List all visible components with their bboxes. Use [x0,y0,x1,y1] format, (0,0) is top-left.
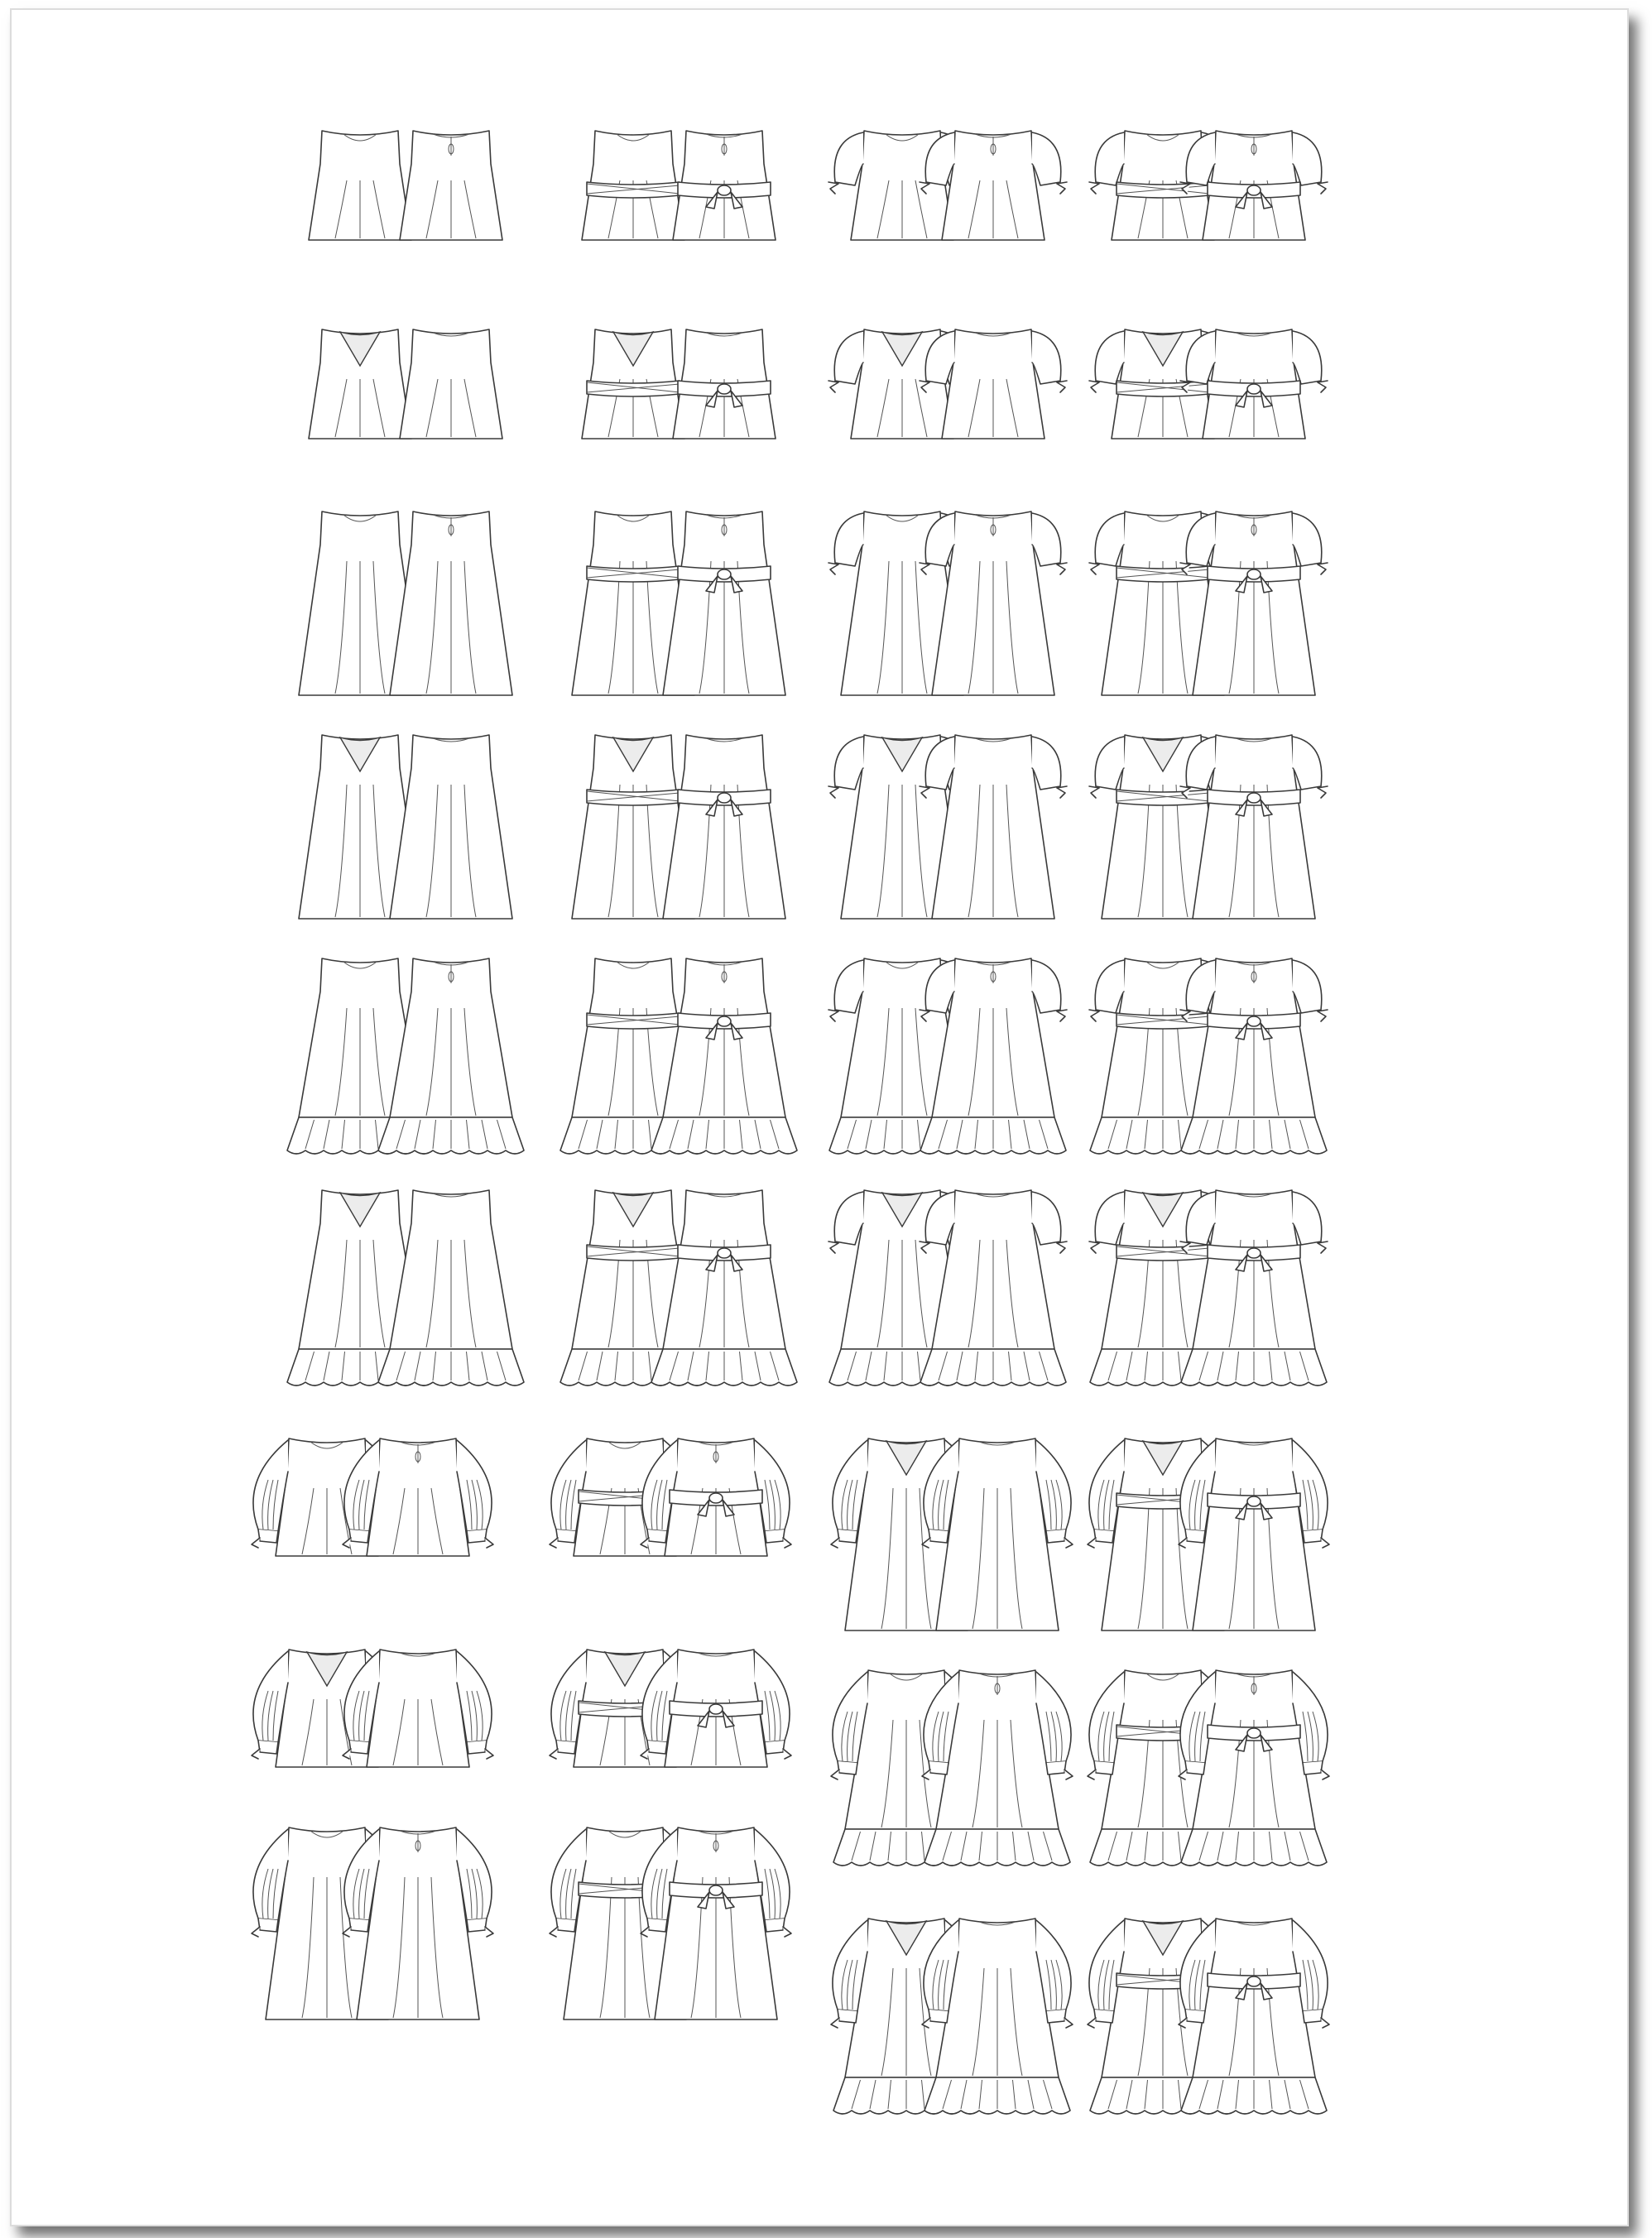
garment-drawing [840,505,1055,712]
garment-drawing [1101,1664,1316,1879]
garment-drawing [840,728,1055,935]
garment-drawing [298,728,513,935]
garment-variant-35 [844,1912,1059,2127]
garment-variant-3 [840,124,1055,257]
garment-drawing [844,1432,1059,1647]
garment-variant-8 [1101,323,1316,455]
garment-drawing [298,505,513,712]
garment-drawing [1101,952,1316,1167]
garment-variant-34 [563,1821,778,2036]
garment-drawing [571,124,786,257]
garment-drawing [840,124,1055,257]
garment-variant-25 [265,1432,480,1573]
garment-drawing [1101,728,1316,935]
garment-drawing [844,1664,1059,1879]
garment-drawing [840,1184,1055,1399]
garment-variant-5 [298,323,513,455]
garment-variant-15 [840,728,1055,935]
garment-drawing [298,323,513,455]
garment-drawing [563,1821,778,2036]
garment-drawing [1101,124,1316,257]
garment-variant-13 [298,728,513,935]
garment-variant-6 [571,323,786,455]
garment-drawing [1101,1912,1316,2127]
garment-drawing [840,323,1055,455]
garment-variant-2 [571,124,786,257]
garment-variant-33 [265,1821,480,2036]
garment-variant-9 [298,505,513,712]
garment-drawing [563,1643,778,1784]
garment-drawing [1101,323,1316,455]
garment-variant-24 [1101,1184,1316,1399]
garment-drawing [265,1432,480,1573]
garment-drawing [1101,505,1316,712]
garment-variant-10 [571,505,786,712]
garment-variant-31 [844,1664,1059,1879]
garment-variant-12 [1101,505,1316,712]
garment-variant-18 [571,952,786,1167]
garment-variant-28 [1101,1432,1316,1647]
garment-drawing [563,1432,778,1573]
garment-drawing [571,952,786,1167]
garment-variant-36 [1101,1912,1316,2127]
garment-variant-26 [563,1432,778,1573]
garment-drawing [840,952,1055,1167]
garment-drawing [571,323,786,455]
garment-drawing [265,1643,480,1784]
garment-drawing [844,1912,1059,2127]
garment-variant-7 [840,323,1055,455]
garment-drawing [1101,1184,1316,1399]
garment-variant-1 [298,124,513,257]
garment-variant-32 [1101,1664,1316,1879]
garment-variant-19 [840,952,1055,1167]
garment-drawing [298,952,513,1167]
garment-variant-27 [844,1432,1059,1647]
garment-variant-30 [563,1643,778,1784]
garment-variant-22 [571,1184,786,1399]
garment-drawing [571,505,786,712]
garment-variant-16 [1101,728,1316,935]
garment-variant-17 [298,952,513,1167]
garment-variant-4 [1101,124,1316,257]
garment-variant-23 [840,1184,1055,1399]
garment-drawing [571,728,786,935]
garment-variant-21 [298,1184,513,1399]
garment-drawing [571,1184,786,1399]
garment-variant-11 [840,505,1055,712]
garment-drawing [265,1821,480,2036]
garment-drawing [1101,1432,1316,1647]
garment-variant-14 [571,728,786,935]
garment-drawing [298,1184,513,1399]
garment-variant-20 [1101,952,1316,1167]
garment-variant-29 [265,1643,480,1784]
garment-drawing [298,124,513,257]
